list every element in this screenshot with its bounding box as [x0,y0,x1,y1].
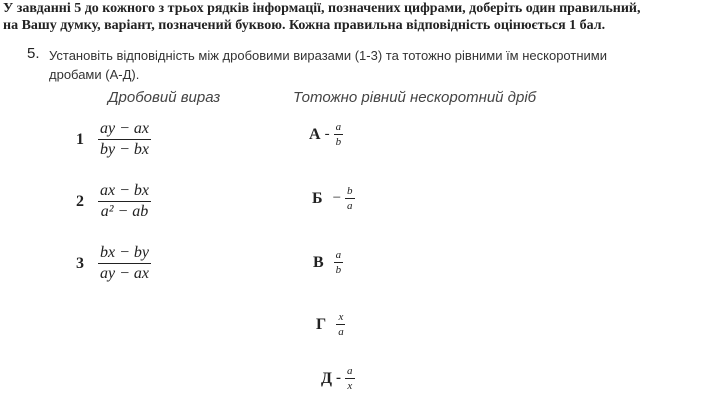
answer-option-v [313,249,343,276]
expression-label: 2 [76,192,84,210]
fraction-denominator: b [335,264,342,276]
answer-label: А [309,125,321,143]
instruction-line-1: У завданні 5 до кожного з трьох рядків інформації, позначених цифрами, доберіть один правильний, [3,1,641,16]
expression-row-3 [76,244,151,283]
answer-sign: - [324,126,330,142]
fraction-denominator: a² − ab [100,203,149,220]
task-number: 5. [27,45,40,62]
fraction-numerator: b [347,185,353,197]
answer-fraction [345,365,355,392]
instruction-text [3,0,723,34]
fraction-numerator: bx − by [98,244,151,264]
answer-fraction [336,311,346,338]
fraction-denominator: ay − ax [100,265,149,282]
left-column-heading: Дробовий вираз [108,89,221,106]
answer-fraction [334,121,344,148]
expression-fraction [98,182,151,221]
fraction-denominator: a [347,200,353,212]
task-line-1: Установіть відповідність між дробовими виразами (1-3) та тотожно рівними їм нескоротними [49,48,607,63]
task-line-2: дробами (А-Д). [49,67,140,82]
expression-fraction [98,120,151,159]
answer-label: Г [316,315,327,333]
fraction-denominator: x [347,380,353,392]
right-column-heading: Тотожно рівний нескоротний дріб [293,89,537,106]
answer-option-g [316,311,346,338]
expression-fraction [98,244,151,283]
answer-fraction [334,249,344,276]
task-statement [49,46,699,84]
answer-fraction [345,185,355,212]
fraction-numerator: ax − bx [98,182,151,202]
expression-label: 3 [76,254,84,272]
answer-sign: - [336,370,342,386]
fraction-denominator: a [338,326,344,338]
answer-option-d [321,365,355,392]
fraction-numerator: a [335,121,342,133]
fraction-numerator: x [338,311,344,323]
fraction-numerator: a [347,365,353,377]
answer-sign: − [332,190,342,206]
expression-label: 1 [76,130,84,148]
fraction-denominator: b [335,136,342,148]
answer-option-a [309,121,343,148]
answer-label: Б [312,189,323,207]
fraction-denominator: by − bx [100,141,149,158]
answer-option-b [312,185,355,212]
answer-label: Д [321,369,333,387]
fraction-numerator: ay − ax [98,120,151,140]
expression-row-2 [76,182,151,221]
fraction-numerator: a [335,249,342,261]
expression-row-1 [76,120,151,159]
answer-label: В [313,253,324,271]
instruction-line-2: на Вашу думку, варіант, позначений буквою. Кожна правильна відповідність оцінюється 1 бал. [3,18,606,33]
